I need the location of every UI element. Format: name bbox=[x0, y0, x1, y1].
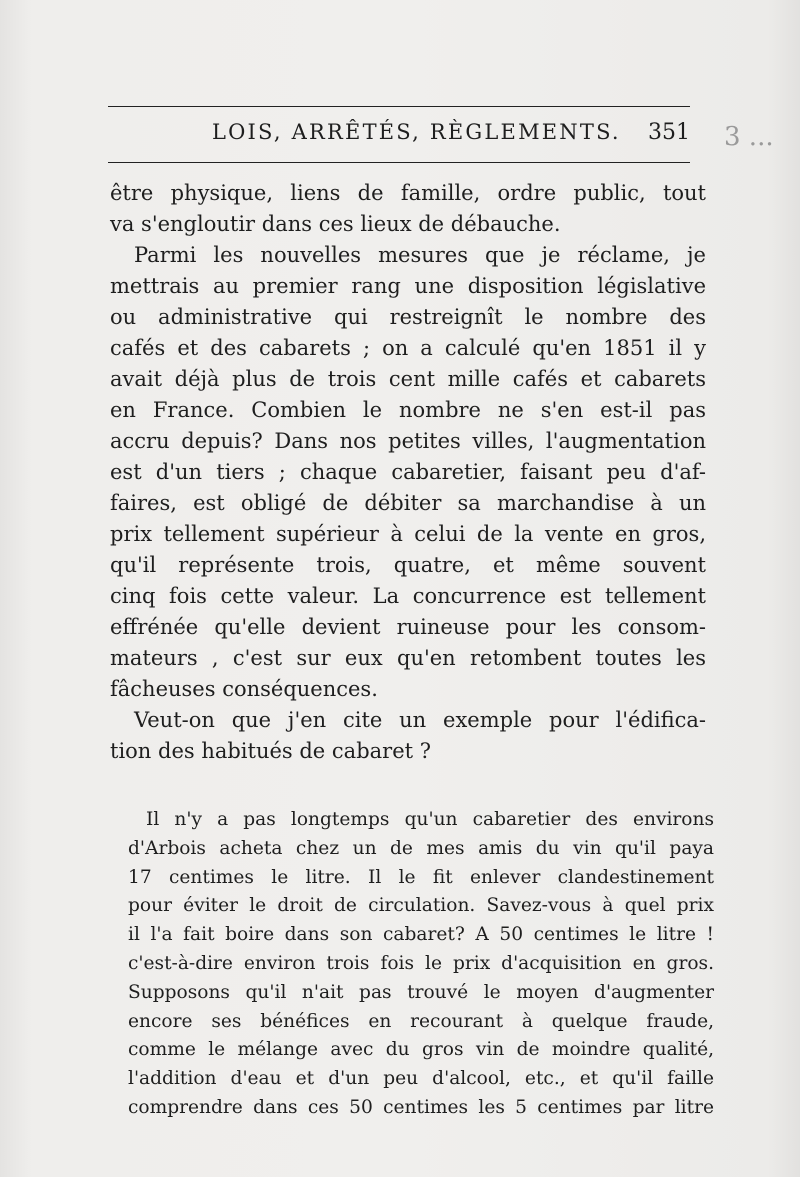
text-line: fâcheuses conséquences. bbox=[110, 677, 378, 701]
running-title: LOIS, ARRÊTÉS, RÈGLEMENTS. bbox=[212, 120, 621, 144]
text-line: est d'un tiers ; chaque cabaretier, faisant peu d'af- bbox=[110, 460, 706, 484]
running-head bbox=[108, 118, 690, 150]
paragraph-3 bbox=[110, 705, 706, 767]
text-line: cafés et des cabarets ; on a calculé qu'en 1851 il y bbox=[110, 336, 706, 360]
paragraph-2 bbox=[110, 240, 706, 705]
text-line: Il n'y a pas longtemps qu'un cabaretier des environs bbox=[146, 809, 714, 830]
main-text bbox=[110, 178, 706, 767]
paragraph-1 bbox=[110, 178, 706, 240]
text-line: pour éviter le droit de circulation. Savez-vous à quel prix bbox=[128, 895, 714, 917]
page-number: 351 bbox=[648, 120, 690, 145]
text-line: mateurs , c'est sur eux qu'en retombent toutes les bbox=[110, 646, 706, 670]
text-line: mettrais au premier rang une disposition législative bbox=[110, 274, 706, 298]
text-line: comprendre dans ces 50 centimes les 5 centimes par litre bbox=[128, 1096, 714, 1118]
text-line: faires, est obligé de débiter sa marchandise à un bbox=[110, 491, 706, 515]
text-line: cinq fois cette valeur. La concurrence est tellement bbox=[110, 584, 706, 608]
margin-note: 3 ... bbox=[724, 122, 774, 152]
text-line: il l'a fait boire dans son cabaret? A 50 centimes le litre ! bbox=[128, 924, 714, 946]
text-line: accru depuis? Dans nos petites villes, l'augmentation bbox=[110, 429, 706, 453]
text-line: qu'il représente trois, quatre, et même souvent bbox=[110, 553, 706, 577]
text-line: Supposons qu'il n'ait pas trouvé le moyen d'augmenter bbox=[128, 981, 714, 1003]
text-line: l'addition d'eau et d'un peu d'alcool, etc., et qu'il faille bbox=[128, 1068, 714, 1090]
text-line: Parmi les nouvelles mesures que je réclame, je bbox=[134, 243, 706, 267]
text-line: avait déjà plus de trois cent mille cafés et cabarets bbox=[110, 367, 706, 391]
text-line: prix tellement supérieur à celui de la vente en gros, bbox=[110, 522, 706, 546]
text-line: en France. Combien le nombre ne s'en est-il pas bbox=[110, 398, 706, 422]
text-line: d'Arbois acheta chez un de mes amis du vin qu'il paya bbox=[128, 837, 714, 859]
text-line: c'est-à-dire environ trois fois le prix d'acquisition en gros. bbox=[128, 952, 714, 974]
text-line: Veut-on que j'en cite un exemple pour l'édifica- bbox=[134, 708, 706, 732]
text-line: va s'engloutir dans ces lieux de débauche. bbox=[110, 212, 561, 236]
header-bottom-rule bbox=[108, 162, 690, 163]
small-print-paragraph bbox=[128, 806, 714, 1123]
text-line: tion des habitués de cabaret ? bbox=[110, 739, 431, 763]
text-line: effrénée qu'elle devient ruineuse pour les consom- bbox=[110, 615, 706, 639]
text-line: 17 centimes le litre. Il le fit enlever clandestinement bbox=[128, 866, 714, 888]
text-line: ou administrative qui restreignît le nombre des bbox=[110, 305, 706, 329]
header-top-rule bbox=[108, 106, 690, 107]
text-line: comme le mélange avec du gros vin de moindre qualité, bbox=[128, 1039, 714, 1061]
text-line: encore ses bénéfices en recourant à quelque fraude, bbox=[128, 1010, 714, 1032]
text-line: être physique, liens de famille, ordre public, tout bbox=[110, 181, 706, 205]
